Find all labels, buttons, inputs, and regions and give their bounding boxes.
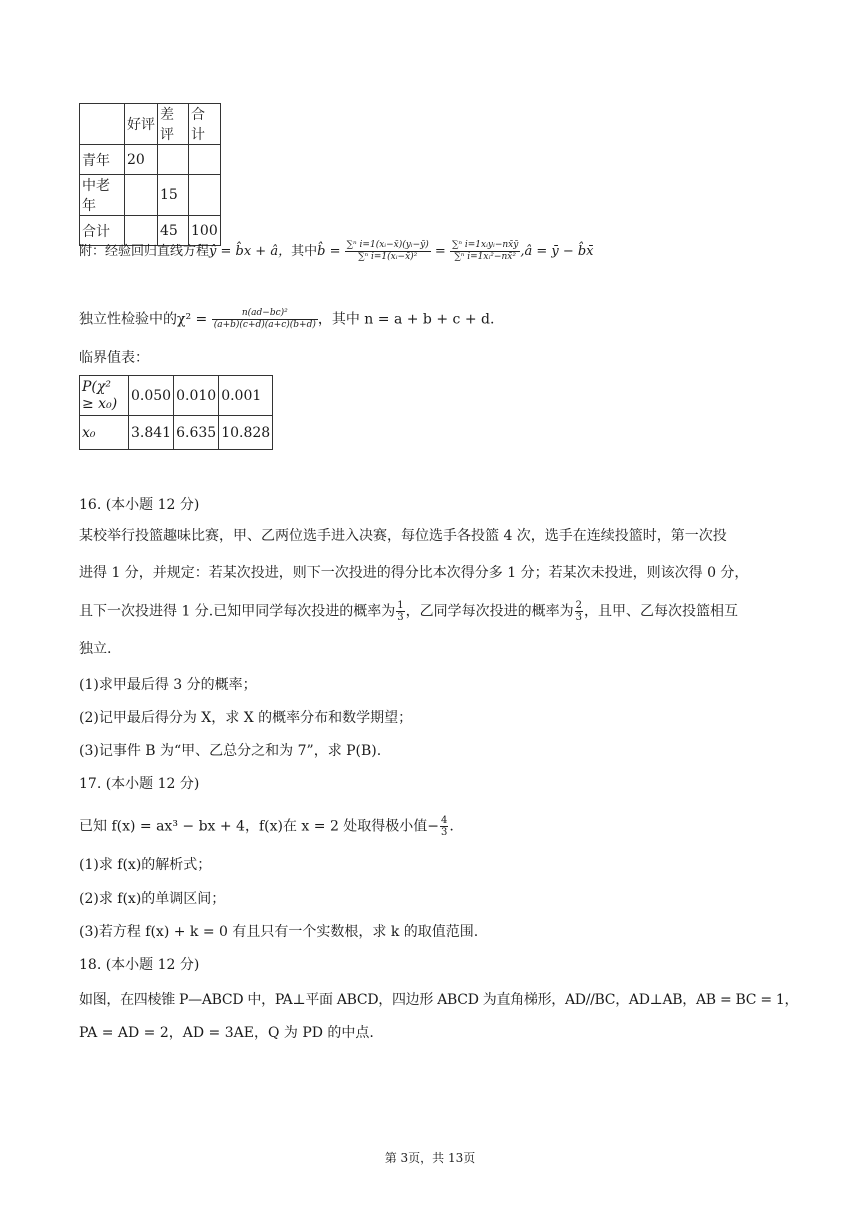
fraction-numerator: 2: [575, 600, 583, 611]
fraction-denominator: ∑ⁿ i=1(xᵢ−x̄)²: [358, 252, 418, 262]
table-cell: 45: [158, 216, 189, 246]
fraction-denominator: (a+b)(c+d)(a+c)(b+d): [213, 320, 316, 330]
table-cell: 20: [125, 145, 158, 175]
contingency-table: [79, 103, 221, 246]
question-18-heading: 18. (本小题 12 分): [79, 957, 200, 973]
question-16-text-line: 进得 1 分，并规定：若某次投进，则下一次投进的得分比本次得分多 1 分；若某次未投进，则该次得 0 分，: [79, 565, 749, 581]
chi-prefix: 独立性检验中的χ² =: [79, 311, 208, 328]
b-hat-fraction-1: [345, 240, 431, 263]
table-cell: 6.635: [174, 416, 219, 450]
question-18-text-line: PA = AD = 2，AD = 3AE，Q 为 PD 的中点.: [79, 1025, 374, 1041]
text-segment: ，乙同学每次投进的概率为: [405, 603, 574, 620]
text-segment: 且下一次投进得 1 分.已知甲同学每次投进的概率为: [79, 603, 396, 620]
table-cell: 合计: [80, 216, 125, 246]
table-cell: 100: [189, 216, 221, 246]
table-cell: [158, 145, 189, 175]
table-cell: 15: [158, 175, 189, 216]
regression-equation: ŷ = b̂x + â，: [209, 244, 292, 259]
question-16-subquestion: (3)记事件 B 为“甲、乙总分之和为 7”，求 P(B).: [79, 743, 382, 759]
table-cell: 0.010: [174, 376, 219, 416]
fraction-denominator: 3: [441, 827, 448, 838]
chi-fraction: [212, 308, 318, 331]
fraction-denominator: ∑ⁿ i=1xᵢ²−nx̄²: [454, 252, 516, 262]
question-16-text-line: 某校举行投篮趣味比赛，甲、乙两位选手进入决赛，每位选手各投篮 4 次，选手在连续投篮时，第一次投: [79, 528, 727, 544]
table-cell: [80, 104, 125, 145]
table-cell: 中老年: [80, 175, 125, 216]
chi-suffix: ，其中 n = a + b + c + d.: [317, 311, 495, 328]
question-16-heading: 16. (本小题 12 分): [79, 497, 200, 513]
critical-value-label: 临界值表：: [79, 350, 149, 366]
fraction-numerator: 4: [441, 815, 448, 826]
table-cell: 青年: [80, 145, 125, 175]
question-18-text-line: 如图，在四棱锥 P—ABCD 中，PA⊥平面 ABCD，四边形 ABCD 为直角梯形，AD//BC，AD⊥AB，AB = BC = 1，: [79, 992, 799, 1008]
equals-sign: =: [434, 244, 446, 259]
question-17-subquestion: (3)若方程 f(x) + k = 0 有且只有一个实数根，求 k 的取值范围.: [79, 924, 479, 940]
chi-square-formula: [79, 308, 800, 331]
table-row-label: P(χ² ≥ x₀): [80, 376, 129, 416]
question-17-stem: [79, 815, 800, 838]
probability-fraction-yi: [575, 600, 583, 623]
table-header-cell: 合计: [189, 104, 221, 145]
b-hat-label: b̂ =: [317, 244, 341, 259]
fraction-denominator: 3: [575, 612, 583, 623]
question-17-subquestion: (2)求 f(x)的单调区间；: [79, 891, 226, 907]
table-cell: [189, 145, 221, 175]
question-16-text-line: 独立.: [79, 641, 112, 657]
question-17-subquestion: (1)求 f(x)的解析式；: [79, 857, 212, 873]
table-cell: 0.050: [129, 376, 174, 416]
text-segment: .: [449, 818, 454, 835]
b-hat-fraction-2: [450, 240, 520, 263]
page-footer: 第 3页，共 13页: [384, 1151, 476, 1165]
table-cell: [125, 175, 158, 216]
probability-fraction-jia: [396, 600, 404, 623]
fraction-numerator: 1: [397, 600, 404, 611]
a-hat-formula: ,â = ȳ − b̂x̄: [520, 244, 594, 259]
table-cell: 3.841: [129, 416, 174, 450]
table-header-cell: 差评: [158, 104, 189, 145]
fraction-denominator: 3: [397, 612, 404, 623]
table-cell: 0.001: [219, 376, 273, 416]
table-row-label: x₀: [80, 416, 129, 450]
question-16-text-line: [79, 600, 800, 623]
minimum-value-fraction: [440, 815, 448, 838]
fraction-numerator: n(ad−bc)²: [212, 308, 318, 320]
regression-mid-text: 其中: [291, 244, 318, 259]
text-segment: ，且甲、乙每次投篮相互: [584, 603, 739, 620]
regression-formula: [79, 240, 800, 263]
question-16-subquestion: (1)求甲最后得 3 分的概率；: [79, 677, 257, 693]
regression-prefix: 附：经验回归直线方程: [79, 244, 210, 259]
fraction-numerator: ∑ⁿ i=1xᵢyᵢ−nx̄ȳ: [451, 240, 519, 250]
table-header-cell: 好评: [125, 104, 158, 145]
question-16-subquestion: (2)记甲最后得分为 X，求 X 的概率分布和数学期望；: [79, 710, 413, 726]
text-segment: 已知 f(x) = ax³ − bx + 4，f(x)在 x = 2 处取得极小值−: [79, 818, 440, 835]
table-cell: [189, 175, 221, 216]
fraction-numerator: ∑ⁿ i=1(xᵢ−x̄)(yᵢ−ȳ): [346, 240, 429, 250]
table-cell: 10.828: [219, 416, 273, 450]
question-17-heading: 17. (本小题 12 分): [79, 776, 200, 792]
critical-value-table: [79, 375, 273, 450]
